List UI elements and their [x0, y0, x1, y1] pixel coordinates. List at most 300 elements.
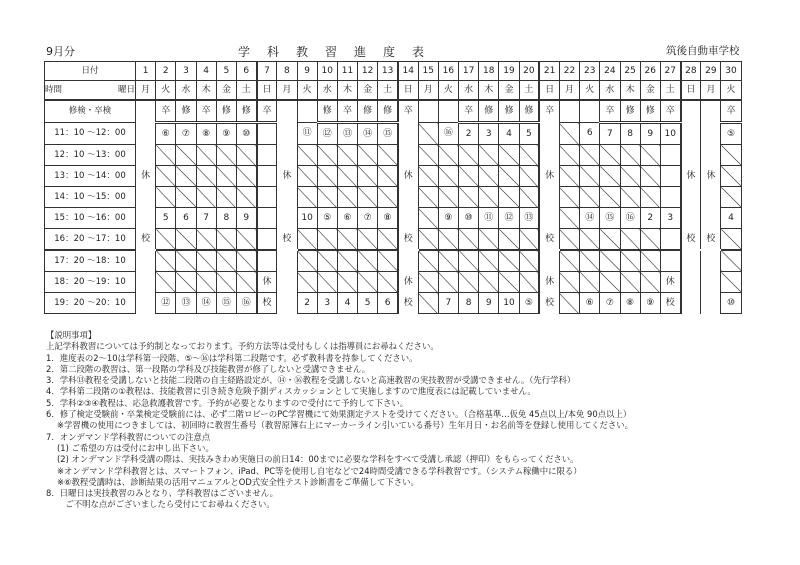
weekday-cell: 土	[660, 81, 680, 101]
slot-cell	[620, 229, 640, 251]
slot-cell	[317, 250, 337, 272]
note-line: 1．進度表の2～10は学科第一段階、⑤～⑯は学科第二段階です。必ず教科書を持参してください。	[46, 352, 418, 363]
date-cell: 22	[559, 62, 579, 81]
slot-cell	[337, 166, 357, 187]
slot-cell	[721, 145, 741, 166]
slot-cell: 8	[620, 123, 640, 145]
slot-cell	[196, 166, 216, 187]
slot-cell	[358, 166, 378, 187]
slot-cell: 7	[196, 208, 216, 229]
slot-cell	[479, 166, 499, 187]
date-cell: 6	[236, 62, 256, 81]
slot-cell: 3	[479, 123, 499, 145]
slot-cell: ⑨	[640, 293, 660, 314]
weekday-cell: 火	[297, 81, 317, 101]
date-cell: 29	[701, 62, 721, 81]
slot-cell: 4	[499, 123, 519, 145]
slot-cell	[317, 187, 337, 208]
slot-cell: 校	[398, 229, 418, 251]
slot-cell	[277, 208, 297, 229]
date-cell: 19	[499, 62, 519, 81]
slot-cell	[216, 187, 236, 208]
weekday-cell: 木	[196, 81, 216, 101]
slot-cell: ⑬	[337, 123, 357, 145]
time-slot: 16：20 ～17：10	[45, 229, 136, 251]
slot-cell: ⑫	[499, 208, 519, 229]
slot-cell	[337, 229, 357, 251]
slot-cell	[136, 187, 156, 208]
slot-cell: ⑬	[176, 293, 196, 314]
time-slot: 11：10 ～12：00	[45, 123, 136, 145]
slot-cell	[337, 250, 357, 272]
slot-cell	[358, 145, 378, 166]
slot-cell	[337, 187, 357, 208]
slot-cell	[236, 187, 256, 208]
slot-cell	[640, 250, 660, 272]
slot-cell	[640, 229, 660, 251]
slot-cell	[317, 272, 337, 293]
slot-cell	[257, 187, 277, 208]
slot-cell: ⑮	[216, 293, 236, 314]
slot-cell	[156, 250, 176, 272]
slot-cell: 6	[176, 208, 196, 229]
slot-cell	[600, 166, 620, 187]
slot-cell	[559, 166, 579, 187]
weekday-cell: 水	[459, 81, 479, 101]
slot-cell	[156, 145, 176, 166]
shuren-cell: 卒	[257, 100, 277, 123]
slot-cell	[176, 187, 196, 208]
slot-cell	[640, 187, 660, 208]
slot-cell	[337, 272, 357, 293]
slot-cell	[438, 272, 458, 293]
slot-cell	[499, 166, 519, 187]
slot-cell: 休	[701, 166, 721, 187]
slot-cell	[277, 123, 297, 145]
slot-cell	[418, 145, 438, 166]
shuren-cell: 修	[216, 100, 236, 123]
slot-cell	[257, 123, 277, 145]
slot-cell: ⑮	[600, 208, 620, 229]
date-cell: 2	[156, 62, 176, 81]
slot-cell: ⑧	[378, 208, 398, 229]
slot-cell	[216, 250, 236, 272]
date-cell: 17	[459, 62, 479, 81]
slot-cell	[701, 250, 721, 272]
slot-cell	[398, 208, 418, 229]
date-cell: 7	[257, 62, 277, 81]
slot-cell	[277, 293, 297, 314]
slot-cell	[176, 229, 196, 251]
slot-cell: 校	[136, 229, 156, 251]
slot-cell	[479, 187, 499, 208]
slot-cell: 5	[358, 293, 378, 314]
note-line: 【説明事項】	[46, 330, 97, 340]
slot-cell	[539, 187, 559, 208]
slot-cell	[559, 123, 579, 145]
slot-cell: 9	[640, 123, 660, 145]
slot-cell	[378, 145, 398, 166]
weekday-cell: 火	[438, 81, 458, 101]
slot-cell	[418, 166, 438, 187]
slot-cell	[701, 145, 721, 166]
slot-cell: ⑩	[459, 208, 479, 229]
slot-cell: 6	[378, 293, 398, 314]
time-slot: 14：10 ～15：00	[45, 187, 136, 208]
slot-cell	[136, 123, 156, 145]
slot-cell	[156, 272, 176, 293]
slot-cell: 校	[277, 229, 297, 251]
date-cell: 16	[438, 62, 458, 81]
slot-cell: 校	[539, 293, 559, 314]
slot-cell	[681, 187, 701, 208]
shuren-cell: 修	[236, 100, 256, 123]
slot-cell: ⑨	[216, 123, 236, 145]
slot-cell	[580, 250, 600, 272]
slot-cell	[600, 187, 620, 208]
slot-cell: 10	[499, 293, 519, 314]
slot-cell	[398, 250, 418, 272]
slot-cell: 2	[459, 123, 479, 145]
slot-cell	[640, 166, 660, 187]
weekday-cell: 金	[216, 81, 236, 101]
slot-cell: ⑧	[620, 293, 640, 314]
slot-cell	[620, 166, 640, 187]
slot-cell	[681, 272, 701, 293]
slot-cell	[459, 229, 479, 251]
weekday-cell: 土	[378, 81, 398, 101]
slot-cell	[438, 145, 458, 166]
slot-cell	[358, 250, 378, 272]
weekday-cell: 水	[600, 81, 620, 101]
slot-cell	[580, 272, 600, 293]
slot-cell	[418, 250, 438, 272]
slot-cell: 校	[539, 229, 559, 251]
slot-cell	[196, 250, 216, 272]
slot-cell: ⑥	[337, 208, 357, 229]
note-line: ※オンデマンド学科教習とは、スマートフォン、iPad、PC等を使用し自宅などで24時間受講できる学科教習です。（システム稼働中に限る）	[46, 465, 582, 476]
slot-cell	[519, 166, 539, 187]
slot-cell	[681, 250, 701, 272]
note-line: 4．学科第二段階の①教程は、技能教習に引き続き危険予測ディスカッションとして実施しますので進度表には記載していません。	[46, 386, 536, 397]
note-line: 2．第二段階の教習は、第一段階の学科及び技能教習が修了しないと受講できません。	[46, 363, 371, 374]
slot-cell: ⑮	[378, 123, 398, 145]
slot-cell	[236, 229, 256, 251]
slot-cell: ⑯	[438, 123, 458, 145]
slot-cell	[459, 250, 479, 272]
shuren-cell	[418, 100, 438, 123]
slot-cell	[358, 187, 378, 208]
note-line: 6．修了検定受験前・卒業検定受験前には、必ず二階ロビーのPC学習機にて効果測定テストを受けてください。（合格基準…仮免 45点以上/本免 90点以上）	[46, 409, 632, 420]
slot-cell: 休	[660, 272, 680, 293]
slot-cell: 8	[459, 293, 479, 314]
weekday-cell: 日	[398, 81, 418, 101]
slot-cell	[620, 187, 640, 208]
slot-cell	[196, 229, 216, 251]
note-line: ご不明な点がございましたら受付にてお尋ねください。	[46, 499, 275, 510]
shuren-cell	[438, 100, 458, 123]
slot-cell	[156, 166, 176, 187]
slot-cell	[539, 145, 559, 166]
slot-cell	[681, 123, 701, 145]
slot-cell	[600, 250, 620, 272]
date-cell: 11	[337, 62, 357, 81]
slot-cell: 4	[721, 208, 741, 229]
slot-cell	[539, 208, 559, 229]
shuren-cell: 卒	[337, 100, 357, 123]
slot-cell	[721, 166, 741, 187]
weekday-cell: 土	[236, 81, 256, 101]
slot-cell: 2	[640, 208, 660, 229]
slot-cell	[156, 187, 176, 208]
slot-cell: ⑫	[156, 293, 176, 314]
slot-cell	[459, 145, 479, 166]
date-cell: 5	[216, 62, 236, 81]
slot-cell: ⑭	[580, 208, 600, 229]
weekday-cell: 火	[580, 81, 600, 101]
slot-cell	[681, 208, 701, 229]
slot-cell: 7	[600, 123, 620, 145]
slot-cell: 校	[398, 293, 418, 314]
schedule-table	[44, 61, 741, 329]
slot-cell	[559, 250, 579, 272]
slot-cell	[196, 272, 216, 293]
slot-cell	[297, 272, 317, 293]
slot-cell	[660, 166, 680, 187]
slot-cell	[660, 145, 680, 166]
slot-cell: 校	[660, 293, 680, 314]
slot-cell	[176, 145, 196, 166]
slot-cell	[620, 145, 640, 166]
slot-cell: 3	[317, 293, 337, 314]
slot-cell	[479, 272, 499, 293]
slot-cell: 2	[297, 293, 317, 314]
shuren-cell: 修	[620, 100, 640, 123]
slot-cell: ⑤	[721, 123, 741, 145]
weekday-cell: 月	[559, 81, 579, 101]
slot-cell	[721, 250, 741, 272]
slot-cell	[559, 145, 579, 166]
slot-cell	[136, 208, 156, 229]
note-line: ※学習機の使用につきましては、初回時に教習生番号（教習原簿右上にマーカーライン引いている番号）生年月日・お名前等を登録し使用してください。	[46, 420, 633, 431]
weekday-cell: 月	[136, 81, 156, 101]
slot-cell	[257, 145, 277, 166]
slot-cell	[398, 145, 418, 166]
shuren-cell: 修	[317, 100, 337, 123]
slot-cell	[136, 293, 156, 314]
slot-cell	[459, 187, 479, 208]
slot-cell	[660, 250, 680, 272]
slot-cell	[136, 272, 156, 293]
slot-cell	[559, 208, 579, 229]
slot-cell: 8	[216, 208, 236, 229]
shuren-cell: 卒	[660, 100, 680, 123]
slot-cell	[216, 272, 236, 293]
slot-cell	[499, 187, 519, 208]
slot-cell	[539, 123, 559, 145]
slot-cell	[499, 272, 519, 293]
date-cell: 27	[660, 62, 680, 81]
slot-cell: 9	[479, 293, 499, 314]
slot-cell	[216, 166, 236, 187]
slot-cell	[600, 145, 620, 166]
slot-cell	[398, 123, 418, 145]
shuren-cell: 修	[176, 100, 196, 123]
slot-cell	[519, 272, 539, 293]
slot-cell	[317, 166, 337, 187]
slot-cell: 10	[297, 208, 317, 229]
slot-cell	[136, 250, 156, 272]
slot-cell: 校	[257, 293, 277, 314]
date-cell: 24	[600, 62, 620, 81]
slot-cell: 6	[580, 123, 600, 145]
slot-cell	[559, 293, 579, 314]
time-slot: 15：10 ～16：00	[45, 208, 136, 229]
slot-cell	[236, 250, 256, 272]
date-cell: 26	[640, 62, 660, 81]
weekday-cell: 水	[176, 81, 196, 101]
date-cell: 10	[317, 62, 337, 81]
shuren-cell	[701, 100, 721, 123]
slot-cell	[277, 145, 297, 166]
slot-cell	[358, 229, 378, 251]
slot-cell	[721, 187, 741, 208]
date-cell: 21	[539, 62, 559, 81]
weekday-cell: 火	[721, 81, 741, 101]
shuren-cell: 卒	[196, 100, 216, 123]
weekday-cell: 木	[620, 81, 640, 101]
slot-cell	[317, 145, 337, 166]
month-label: 9月分	[46, 45, 75, 58]
weekday-cell: 金	[358, 81, 378, 101]
slot-cell	[277, 187, 297, 208]
slot-cell	[499, 145, 519, 166]
slot-cell: ⑪	[297, 123, 317, 145]
slot-cell: 休	[681, 166, 701, 187]
slot-cell	[418, 208, 438, 229]
shuren-cell: 卒	[721, 100, 741, 123]
slot-cell: ⑤	[519, 293, 539, 314]
slot-cell	[539, 250, 559, 272]
shuren-cell: 卒	[459, 100, 479, 123]
slot-cell: 校	[681, 229, 701, 251]
slot-cell	[176, 250, 196, 272]
slot-cell	[701, 123, 721, 145]
shuren-cell: 修	[358, 100, 378, 123]
note-line: (1) ご希望の方は受付にお申し出下さい。	[46, 442, 214, 453]
weekday-cell: 月	[277, 81, 297, 101]
weekday-cell: 木	[337, 81, 357, 101]
shuren-cell	[297, 100, 317, 123]
date-cell: 20	[519, 62, 539, 81]
slot-cell	[236, 272, 256, 293]
slot-cell	[297, 229, 317, 251]
slot-cell	[681, 293, 701, 314]
slot-cell	[559, 187, 579, 208]
date-cell: 25	[620, 62, 640, 81]
shuren-cell	[136, 100, 156, 123]
weekday-cell: 日	[257, 81, 277, 101]
slot-cell	[216, 145, 236, 166]
slot-cell: ⑯	[620, 208, 640, 229]
slot-cell: ⑥	[580, 293, 600, 314]
slot-cell	[438, 250, 458, 272]
slot-cell	[257, 208, 277, 229]
time-label: 時間	[45, 84, 63, 95]
slot-cell	[519, 250, 539, 272]
slot-cell	[459, 272, 479, 293]
slot-cell	[418, 293, 438, 314]
slot-cell	[418, 272, 438, 293]
slot-cell	[580, 166, 600, 187]
slot-cell	[277, 250, 297, 272]
slot-cell	[459, 166, 479, 187]
weekday-cell: 金	[640, 81, 660, 101]
slot-cell	[701, 293, 721, 314]
date-cell: 14	[398, 62, 418, 81]
slot-cell	[136, 145, 156, 166]
slot-cell	[640, 145, 660, 166]
date-cell: 1	[136, 62, 156, 81]
slot-cell	[479, 145, 499, 166]
date-cell: 8	[277, 62, 297, 81]
date-cell: 23	[580, 62, 600, 81]
shuren-cell: 卒	[600, 100, 620, 123]
slot-cell	[438, 187, 458, 208]
slot-cell: 休	[398, 166, 418, 187]
slot-cell	[378, 166, 398, 187]
slot-cell: ⑬	[519, 208, 539, 229]
slot-cell: 休	[539, 166, 559, 187]
slot-cell	[559, 229, 579, 251]
slot-cell: ⑤	[317, 208, 337, 229]
slot-cell: 5	[156, 208, 176, 229]
slot-cell: ⑦	[358, 208, 378, 229]
slot-cell	[418, 229, 438, 251]
time-weekday-header	[45, 81, 136, 101]
slot-cell	[701, 208, 721, 229]
slot-cell: ⑭	[358, 123, 378, 145]
slot-cell	[297, 187, 317, 208]
date-cell: 9	[297, 62, 317, 81]
slot-cell	[499, 229, 519, 251]
weekday-cell: 土	[519, 81, 539, 101]
slot-cell	[297, 166, 317, 187]
slot-cell	[600, 229, 620, 251]
slot-cell	[277, 272, 297, 293]
slot-cell: 休	[257, 272, 277, 293]
shuren-cell	[681, 100, 701, 123]
slot-cell: 校	[701, 229, 721, 251]
slot-cell	[297, 145, 317, 166]
slot-cell: 休	[277, 166, 297, 187]
slot-cell	[681, 145, 701, 166]
slot-cell: ⑭	[196, 293, 216, 314]
slot-cell: 休	[398, 272, 418, 293]
shuren-header: 修検・卒検	[45, 100, 136, 123]
slot-cell	[297, 250, 317, 272]
date-cell: 30	[721, 62, 741, 81]
weekday-cell: 月	[418, 81, 438, 101]
note-line: 上記学科教習については予約制となっております。予約方法等は受付もしくは指導員にお尋ねください。	[46, 341, 439, 352]
slot-cell	[378, 229, 398, 251]
weekday-cell: 火	[156, 81, 176, 101]
slot-cell: 9	[236, 208, 256, 229]
slot-cell	[559, 272, 579, 293]
slot-cell: 休	[136, 166, 156, 187]
slot-cell	[438, 166, 458, 187]
shuren-cell: 卒	[398, 100, 418, 123]
